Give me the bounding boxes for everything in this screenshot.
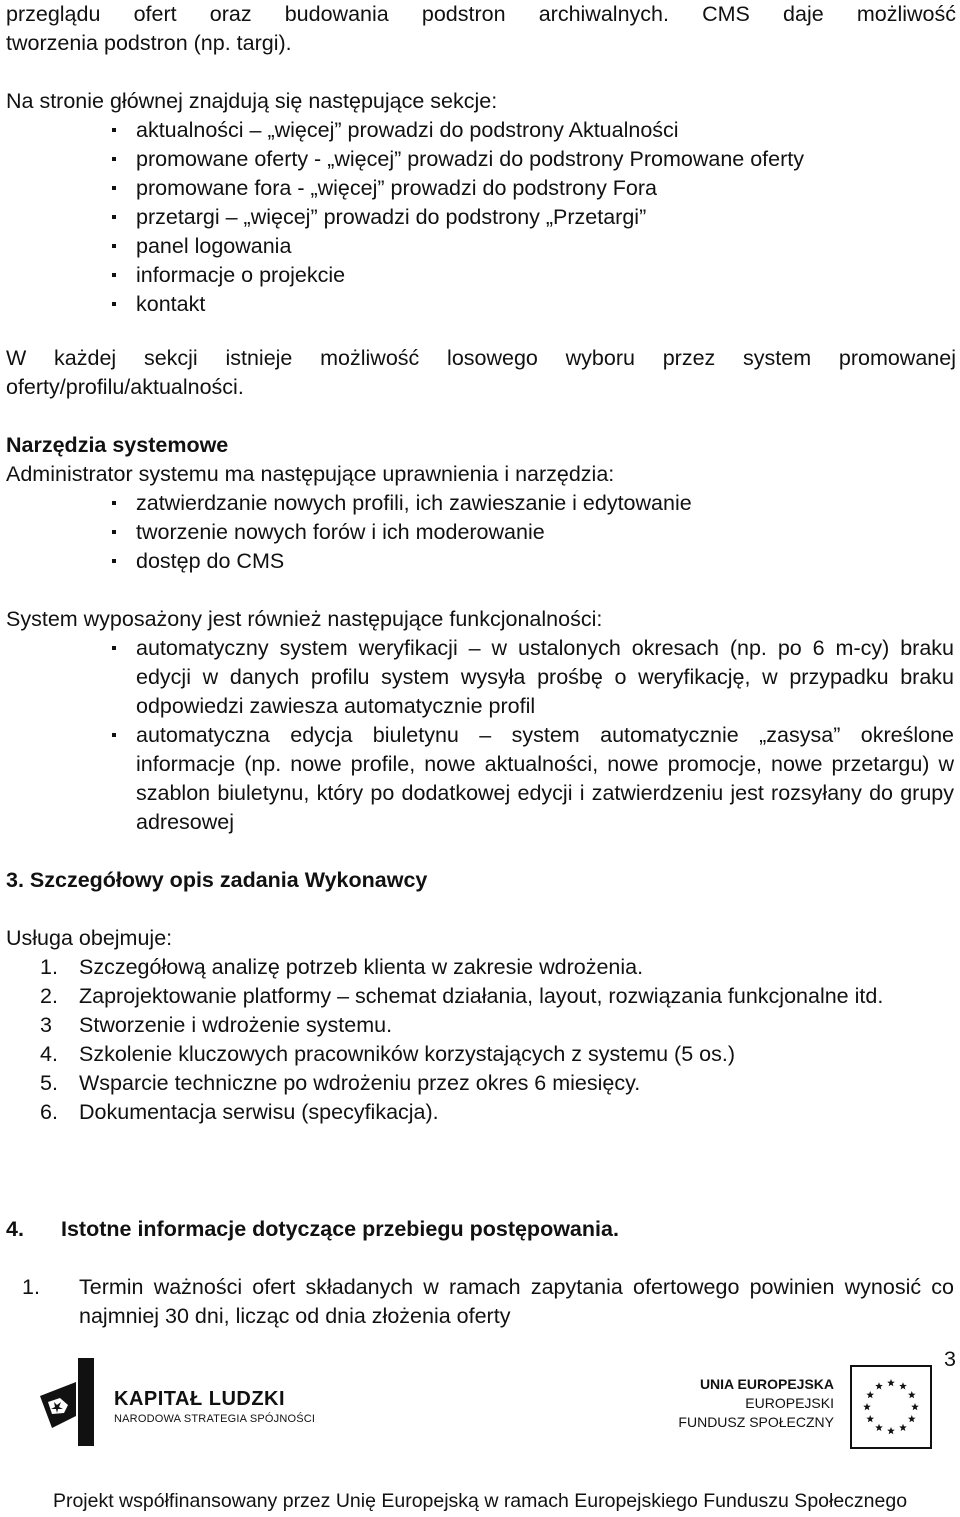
- list-item: tworzenie nowych forów i ich moderowanie: [0, 518, 960, 547]
- list-item: panel logowania: [0, 232, 960, 261]
- list-item-text: Termin ważności ofert składanych w ramach zapytania ofertowego powinien wynosić co najmniej 30 dni, licząc od dnia złożenia oferty: [79, 1275, 954, 1328]
- list-item-number: 1.: [40, 955, 58, 979]
- section-4-heading-number: 4.: [6, 1217, 24, 1241]
- list-item: aktualności – „więcej” prowadzi do podstrony Aktualności: [0, 116, 960, 145]
- kapital-ludzki-subtitle: NARODOWA STRATEGIA SPÓJNOŚCI: [114, 1413, 316, 1425]
- eu-line-1: UNIA EUROPEJSKA: [699, 1376, 834, 1392]
- section-4-heading: Istotne informacje dotyczące przebiegu postępowania.: [61, 1217, 619, 1241]
- list-item: [0, 1011, 960, 1040]
- list-item-number: 5.: [40, 1071, 58, 1095]
- system-tools-heading: Narzędzia systemowe: [6, 433, 229, 457]
- service-includes-lead: Usługa obejmuje:: [6, 926, 173, 950]
- random-selection-note-line-1: W każdej sekcji istnieje możliwość losowego wyboru przez system promowanej: [6, 346, 956, 370]
- list-item-number: 1.: [22, 1275, 40, 1299]
- list-item-number: 6.: [40, 1100, 58, 1124]
- list-item-number: 3: [40, 1013, 52, 1037]
- list-item-text: Zaprojektowanie platformy – schemat działania, layout, rozwiązania funkcjonalne itd.: [79, 984, 884, 1008]
- eu-line-2: EUROPEJSKI: [745, 1395, 834, 1411]
- list-item: kontakt: [0, 290, 960, 319]
- intro-line-1: przeglądu ofert oraz budowania podstron archiwalnych. CMS daje możliwość: [6, 2, 956, 26]
- list-item: [0, 1069, 960, 1098]
- list-item: automatyczny system weryfikacji – w ustalonych okresach (np. po 6 m-cy) braku edycji w danych profilu system wysyła prośbę o weryfikację, w przypadku braku odpowiedzi zawiesza automatycznie profil: [0, 634, 960, 721]
- kapital-ludzki-title: KAPITAŁ LUDZKI: [114, 1388, 286, 1410]
- list-item-number: 2.: [40, 984, 58, 1008]
- list-item-text: Wsparcie techniczne po wdrożeniu przez okres 6 miesięcy.: [79, 1071, 641, 1095]
- homepage-sections-heading: Na stronie głównej znajdują się następujące sekcje:: [6, 89, 498, 113]
- list-item: dostęp do CMS: [0, 547, 960, 576]
- list-item: [0, 1273, 960, 1331]
- list-item: przetargi – „więcej” prowadzi do podstrony „Przetargi”: [0, 203, 960, 232]
- list-item-text: Szkolenie kluczowych pracowników korzystających z systemu (5 os.): [79, 1042, 735, 1066]
- admin-permissions-lead: Administrator systemu ma następujące uprawnienia i narzędzia:: [6, 462, 615, 486]
- random-selection-note-line-2: oferty/profilu/aktualności.: [6, 375, 244, 399]
- eu-fund-label: [660, 1375, 834, 1432]
- list-item: promowane oferty - „więcej” prowadzi do podstrony Promowane oferty: [0, 145, 960, 174]
- list-item-text: Dokumentacja serwisu (specyfikacja).: [79, 1100, 439, 1124]
- list-item: zatwierdzanie nowych profili, ich zawieszanie i edytowanie: [0, 489, 960, 518]
- list-item: promowane fora - „więcej” prowadzi do podstrony Fora: [0, 174, 960, 203]
- list-item-text: Szczegółową analizę potrzeb klienta w zakresie wdrożenia.: [79, 955, 644, 979]
- list-item-number: 4.: [40, 1042, 58, 1066]
- eu-flag-icon: [850, 1365, 932, 1449]
- system-functions-lead: System wyposażony jest również następujące funkcjonalności:: [6, 607, 603, 631]
- section-3-heading: 3. Szczegółowy opis zadania Wykonawcy: [6, 868, 428, 892]
- list-item: [0, 1098, 960, 1127]
- list-item: [0, 982, 960, 1011]
- procedure-info-list: [0, 1273, 960, 1331]
- homepage-sections-list: [0, 116, 960, 319]
- page-number: 3: [944, 1347, 956, 1371]
- list-item-text: Stworzenie i wdrożenie systemu.: [79, 1013, 393, 1037]
- list-item: [0, 1040, 960, 1069]
- system-functions-list: [0, 634, 960, 837]
- eu-line-3: FUNDUSZ SPOŁECZNY: [678, 1414, 834, 1430]
- list-item: automatyczna edycja biuletynu – system automatycznie „zasysa” określone informacje (np. nowe profile, nowe aktualności, nowe promocje, nowe przetargu) w szablon biuletynu, który po dodatkowej edycji i zatwierdzeniu jest rozsyłany do grupy adresowej: [0, 721, 960, 837]
- footer-cofinancing-note: Projekt współfinansowany przez Unię Europejską w ramach Europejskiego Funduszu Społecznego: [52, 1490, 908, 1512]
- service-scope-list: [0, 953, 960, 1127]
- list-item: [0, 953, 960, 982]
- admin-tools-list: [0, 489, 960, 576]
- intro-line-2: tworzenia podstron (np. targi).: [6, 31, 292, 55]
- list-item: informacje o projekcie: [0, 261, 960, 290]
